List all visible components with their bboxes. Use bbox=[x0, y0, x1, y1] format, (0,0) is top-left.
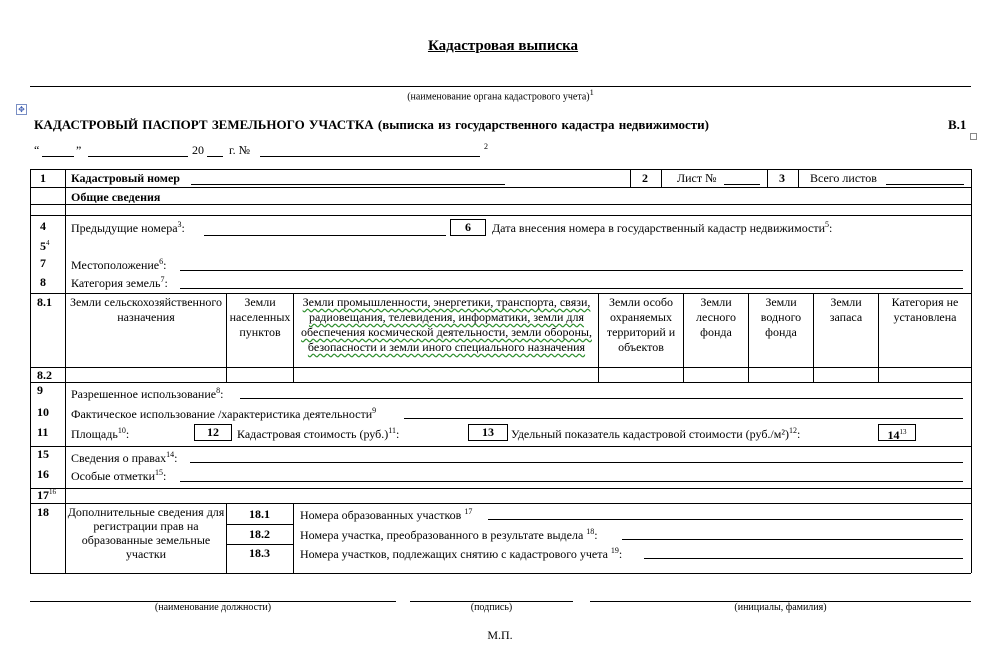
previous-numbers-label: Предыдущие номера$^3$: bbox=[71, 220, 185, 235]
additional-info-label: Дополнительные сведения для регистрации прав на образованные земельные участки bbox=[67, 505, 225, 561]
year-blank bbox=[207, 156, 223, 157]
date-quote-open: “ bbox=[34, 143, 40, 157]
row-number-8: 8 bbox=[40, 275, 46, 289]
row-number-15: 15 bbox=[37, 447, 49, 461]
general-info-heading: Общие сведения bbox=[71, 190, 161, 204]
split-plot-field[interactable] bbox=[622, 539, 963, 540]
box-6: 6 bbox=[450, 219, 486, 236]
row-number-8-1: 8.1 bbox=[37, 295, 52, 309]
col-not-set: Категория не установлена bbox=[891, 295, 959, 324]
specific-cost-label: Удельный показатель кадастровой стоимости $(руб./м^2)^{12}$: bbox=[511, 426, 801, 441]
total-sheets-label: Всего листов bbox=[810, 171, 877, 185]
total-sheets-field[interactable] bbox=[886, 184, 964, 185]
row-number-18-1: 18.1 bbox=[249, 507, 270, 521]
day-blank bbox=[42, 156, 74, 157]
permitted-use-field[interactable] bbox=[240, 398, 963, 399]
box-13: 13 bbox=[468, 424, 508, 441]
row-number-17: $17^{16}$ bbox=[37, 488, 56, 502]
row-number-4: 4 bbox=[40, 219, 46, 233]
organ-line bbox=[30, 86, 971, 87]
date-quote-close: ” bbox=[76, 143, 82, 157]
resize-handle-icon[interactable] bbox=[970, 133, 977, 140]
row-number-1: 1 bbox=[40, 171, 46, 185]
actual-use-field[interactable] bbox=[404, 418, 963, 419]
sheet-label: Лист № bbox=[677, 171, 717, 185]
deregister-plots-label: Номера участков, подлежащих снятию с кадастрового учета $^{19}$: bbox=[300, 546, 623, 561]
formed-plots-label: Номера образованных участков $^{17}$ bbox=[300, 507, 473, 522]
sheet-field[interactable] bbox=[724, 184, 760, 185]
col-forest: Земли лесного фонда bbox=[696, 295, 736, 339]
row-number-18-3: 18.3 bbox=[249, 546, 270, 560]
special-marks-label: Особые отметки$^{15}$: bbox=[71, 468, 167, 483]
rights-info-field[interactable] bbox=[190, 462, 963, 463]
land-category-label: Категория земель$^7$: bbox=[71, 275, 168, 290]
row-number-11: 11 bbox=[37, 425, 49, 439]
rights-info-label: Сведения о правах$^{14}$: bbox=[71, 450, 178, 465]
cadastral-cost-label: Кадастровая стоимость $(руб.)^{11}$: bbox=[237, 426, 400, 441]
row-number-18-2: 18.2 bbox=[249, 527, 270, 541]
col-settlements: Земли населенных пунктов bbox=[229, 295, 291, 339]
move-anchor-icon[interactable]: ✥ bbox=[16, 104, 27, 115]
row-number-16: 16 bbox=[37, 467, 49, 481]
permitted-use-label: Разрешенное использование$^8$: bbox=[71, 386, 224, 401]
area-label: Площадь$^{10}$: bbox=[71, 426, 130, 441]
box-14: $14^{13}$ bbox=[878, 424, 916, 441]
number-blank bbox=[260, 156, 480, 157]
signature-caption: (подпись) bbox=[470, 602, 513, 613]
number-date-label: Дата внесения номера в государственный кадастр недвижимости$^5$: bbox=[492, 220, 833, 235]
position-caption: (наименование должности) bbox=[154, 602, 272, 613]
stamp-place: М.П. bbox=[487, 628, 513, 642]
location-field[interactable] bbox=[180, 270, 963, 271]
row-number-3: 3 bbox=[779, 171, 785, 185]
row-number-10: 10 bbox=[37, 405, 49, 419]
box-12: 12 bbox=[194, 424, 232, 441]
row-number-2: 2 bbox=[642, 171, 648, 185]
year-prefix: 20 bbox=[192, 143, 204, 157]
cadastral-number-field[interactable] bbox=[191, 184, 505, 185]
month-blank bbox=[88, 156, 188, 157]
col-industry: Земли промышленности, энергетики, транспорта, связи, радиовещания, телевидения, информатики, земли для обеспечения космической деятельности, земли обороны, безопасности и земли иного специального назначения bbox=[301, 295, 592, 354]
row-number-5: $5^4$ bbox=[40, 239, 50, 253]
year-suffix: г. № bbox=[229, 143, 251, 157]
row-number-8-2: 8.2 bbox=[37, 368, 52, 382]
row-number-9: 9 bbox=[37, 383, 43, 397]
formed-plots-field[interactable] bbox=[488, 519, 963, 520]
row-number-18: 18 bbox=[37, 505, 49, 519]
actual-use-label: Фактическое использование /характеристика деятельности$^9$ bbox=[71, 406, 377, 421]
footnote-2: 2 bbox=[484, 142, 488, 151]
row-number-7: 7 bbox=[40, 256, 46, 270]
col-water: Земли водного фонда bbox=[760, 295, 802, 339]
form-code: В.1 bbox=[948, 117, 967, 132]
land-category-field[interactable] bbox=[180, 288, 963, 289]
passport-title: КАДАСТРОВЫЙ ПАСПОРТ ЗЕМЕЛЬНОГО УЧАСТКА (выписка из государственного кадастра недвижимости) bbox=[34, 117, 709, 132]
organ-caption: (наименование органа кадастрового учета)$^1$ bbox=[407, 88, 594, 103]
initials-caption: (инициалы, фамилия) bbox=[734, 602, 827, 613]
document-title: Кадастровая выписка bbox=[427, 38, 579, 54]
special-marks-field[interactable] bbox=[180, 481, 963, 482]
col-agricultural: Земли сельскохозяйственного назначения bbox=[69, 295, 223, 324]
cadastral-number-label: Кадастровый номер bbox=[71, 171, 180, 185]
col-reserve: Земли запаса bbox=[829, 295, 863, 324]
deregister-plots-field[interactable] bbox=[644, 558, 963, 559]
location-label: Местоположение$^6$: bbox=[71, 257, 167, 272]
split-plot-label: Номера участка, преобразованного в результате выдела $^{18}$: bbox=[300, 527, 598, 542]
previous-numbers-field[interactable] bbox=[204, 235, 446, 236]
col-protected: Земли особо охраняемых территорий и объектов bbox=[606, 295, 676, 354]
